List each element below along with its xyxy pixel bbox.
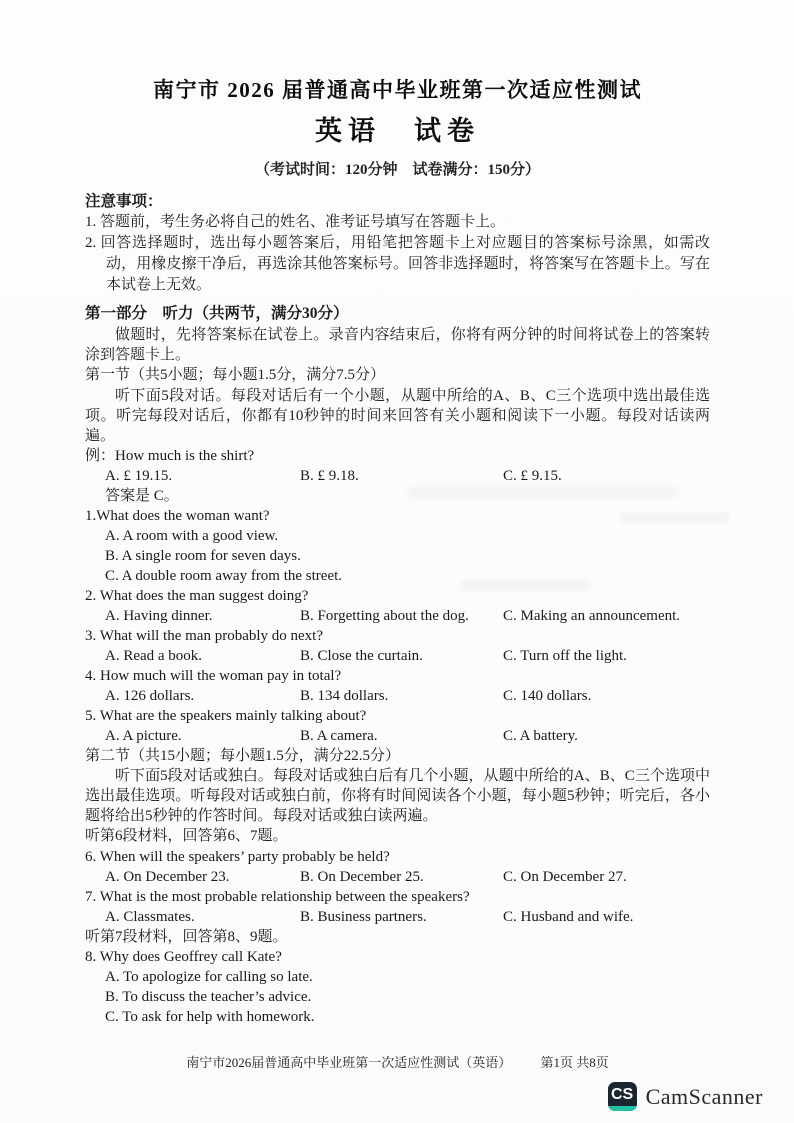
question-7-option-b: B. Business partners. (300, 908, 427, 925)
camscanner-logo-icon (608, 1082, 637, 1111)
question-4-option-a: A. 126 dollars. (105, 687, 195, 704)
question-2-option-c: C. Making an announcement. (503, 607, 681, 624)
example-answer: 答案是 C。 (105, 487, 179, 504)
footer-page-number: 第1页 共8页 (540, 1055, 609, 1070)
question-1-stem: 1.What does the woman want? (85, 507, 270, 524)
part1-heading: 第一部分 听力（共两节，满分30分） (85, 305, 349, 322)
question-7-option-a: A. Classmates. (105, 908, 195, 925)
question-4-options (85, 686, 710, 706)
question-7-option-c: C. Husband and wife. (503, 908, 634, 925)
example-options (85, 466, 710, 486)
part1-intro: 做题时，先将答案标在试卷上。录音内容结束后，你将有两分钟的时间将试卷上的答案转涂到答题卡上。 (85, 327, 710, 363)
page-footer (85, 1054, 710, 1072)
section2-heading: 第二节（共15小题；每小题1.5分，满分22.5分） (85, 747, 401, 764)
example-option-c: C. £ 9.15. (503, 467, 562, 484)
example-option-b: B. £ 9.18. (300, 467, 359, 484)
section2-intro: 听下面5段对话或独白。每段对话或独白后有几个小题，从题中所给的A、B、C三个选项中选出最佳选项。听每段对话或独白前，你将有时间阅读各个小题，每小题5秒钟；听完后，各小题将给出5秒钟的作答时间。每段对话或独白读两遍。 (85, 768, 710, 824)
question-6-options (85, 867, 710, 887)
question-1-option-a: A. A room with a good view. (105, 527, 279, 544)
question-1-option-c: C. A double room away from the street. (105, 567, 343, 584)
question-8-option-c: C. To ask for help with homework. (105, 1009, 315, 1025)
question-3-options (85, 646, 710, 666)
exam-title: 南宁市 2026 届普通高中毕业班第一次适应性测试 (153, 78, 642, 102)
notice-item-1: 1. 答题前，考生务必将自己的姓名、准考证号填写在答题卡上。 (85, 214, 506, 230)
question-4-stem: 4. How much will the woman pay in total? (85, 667, 342, 684)
question-3-option-b: B. Close the curtain. (300, 647, 423, 664)
exam-info: （考试时间：120分钟 试卷满分：150分） (254, 162, 540, 178)
question-6-option-b: B. On December 25. (300, 868, 424, 885)
footer-title: 南宁市2026届普通高中毕业班第一次适应性测试（英语） (186, 1055, 512, 1070)
question-8-option-b: B. To discuss the teacher’s advice. (105, 989, 312, 1005)
question-7-stem: 7. What is the most probable relationship between the speakers? (85, 888, 470, 905)
question-1-option-b: B. A single room for seven days. (105, 547, 301, 564)
question-2-option-b: B. Forgetting about the dog. (300, 607, 469, 624)
section1-intro: 听下面5段对话。每段对话后有一个小题，从题中所给的A、B、C三个选项中选出最佳选项。听完每段对话后，你都有10秒钟的时间来回答有关小题和阅读下一小题。每段对话读两遍。 (85, 387, 710, 444)
question-5-option-c: C. A battery. (503, 727, 578, 744)
question-3-option-a: A. Read a book. (105, 647, 203, 664)
question-8-option-a: A. To apologize for calling so late. (105, 969, 313, 985)
section1-heading: 第一节（共5小题；每小题1.5分，满分7.5分） (85, 367, 386, 383)
material-7-line: 听第7段材料，回答第8、9题。 (85, 928, 288, 945)
question-2-options (85, 606, 710, 626)
question-5-option-a: A. A picture. (105, 727, 182, 744)
notices-heading: 注意事项： (85, 193, 163, 210)
material-6-line: 听第6段材料，回答第6、7题。 (85, 828, 288, 844)
question-6-stem: 6. When will the speakers’ party probably be held? (85, 848, 390, 865)
notice-item-2: 2. 回答选择题时，选出每小题答案后，用铅笔把答题卡上对应题目的答案标号涂黑，如需改动，用橡皮擦干净后，再选涂其他答案标号。回答非选择题时，将答案写在答题卡上。写在本试卷上无效。 (85, 235, 710, 293)
question-4-option-b: B. 134 dollars. (300, 687, 389, 704)
question-2-option-a: A. Having dinner. (105, 607, 213, 624)
exam-subtitle: 英语 试卷 (315, 116, 480, 146)
camscanner-watermark (608, 1082, 763, 1111)
question-3-stem: 3. What will the man probably do next? (85, 627, 324, 644)
camscanner-badge-strip (608, 1106, 637, 1111)
example-stem: 例：How much is the shirt? (85, 447, 255, 464)
question-7-options (85, 907, 710, 927)
question-5-option-b: B. A camera. (300, 727, 378, 744)
camscanner-label: CamScanner (645, 1083, 763, 1109)
question-5-stem: 5. What are the speakers mainly talking about? (85, 707, 367, 724)
question-6-option-a: A. On December 23. (105, 868, 230, 885)
question-8-stem: 8. Why does Geoffrey call Kate? (85, 949, 282, 965)
camscanner-badge-text: CS (610, 1085, 634, 1103)
example-option-a: A. £ 19.15. (105, 467, 173, 484)
question-5-options (85, 726, 710, 746)
question-2-stem: 2. What does the man suggest doing? (85, 587, 309, 604)
question-4-option-c: C. 140 dollars. (503, 687, 592, 704)
question-6-option-c: C. On December 27. (503, 868, 627, 885)
question-3-option-c: C. Turn off the light. (503, 647, 627, 664)
